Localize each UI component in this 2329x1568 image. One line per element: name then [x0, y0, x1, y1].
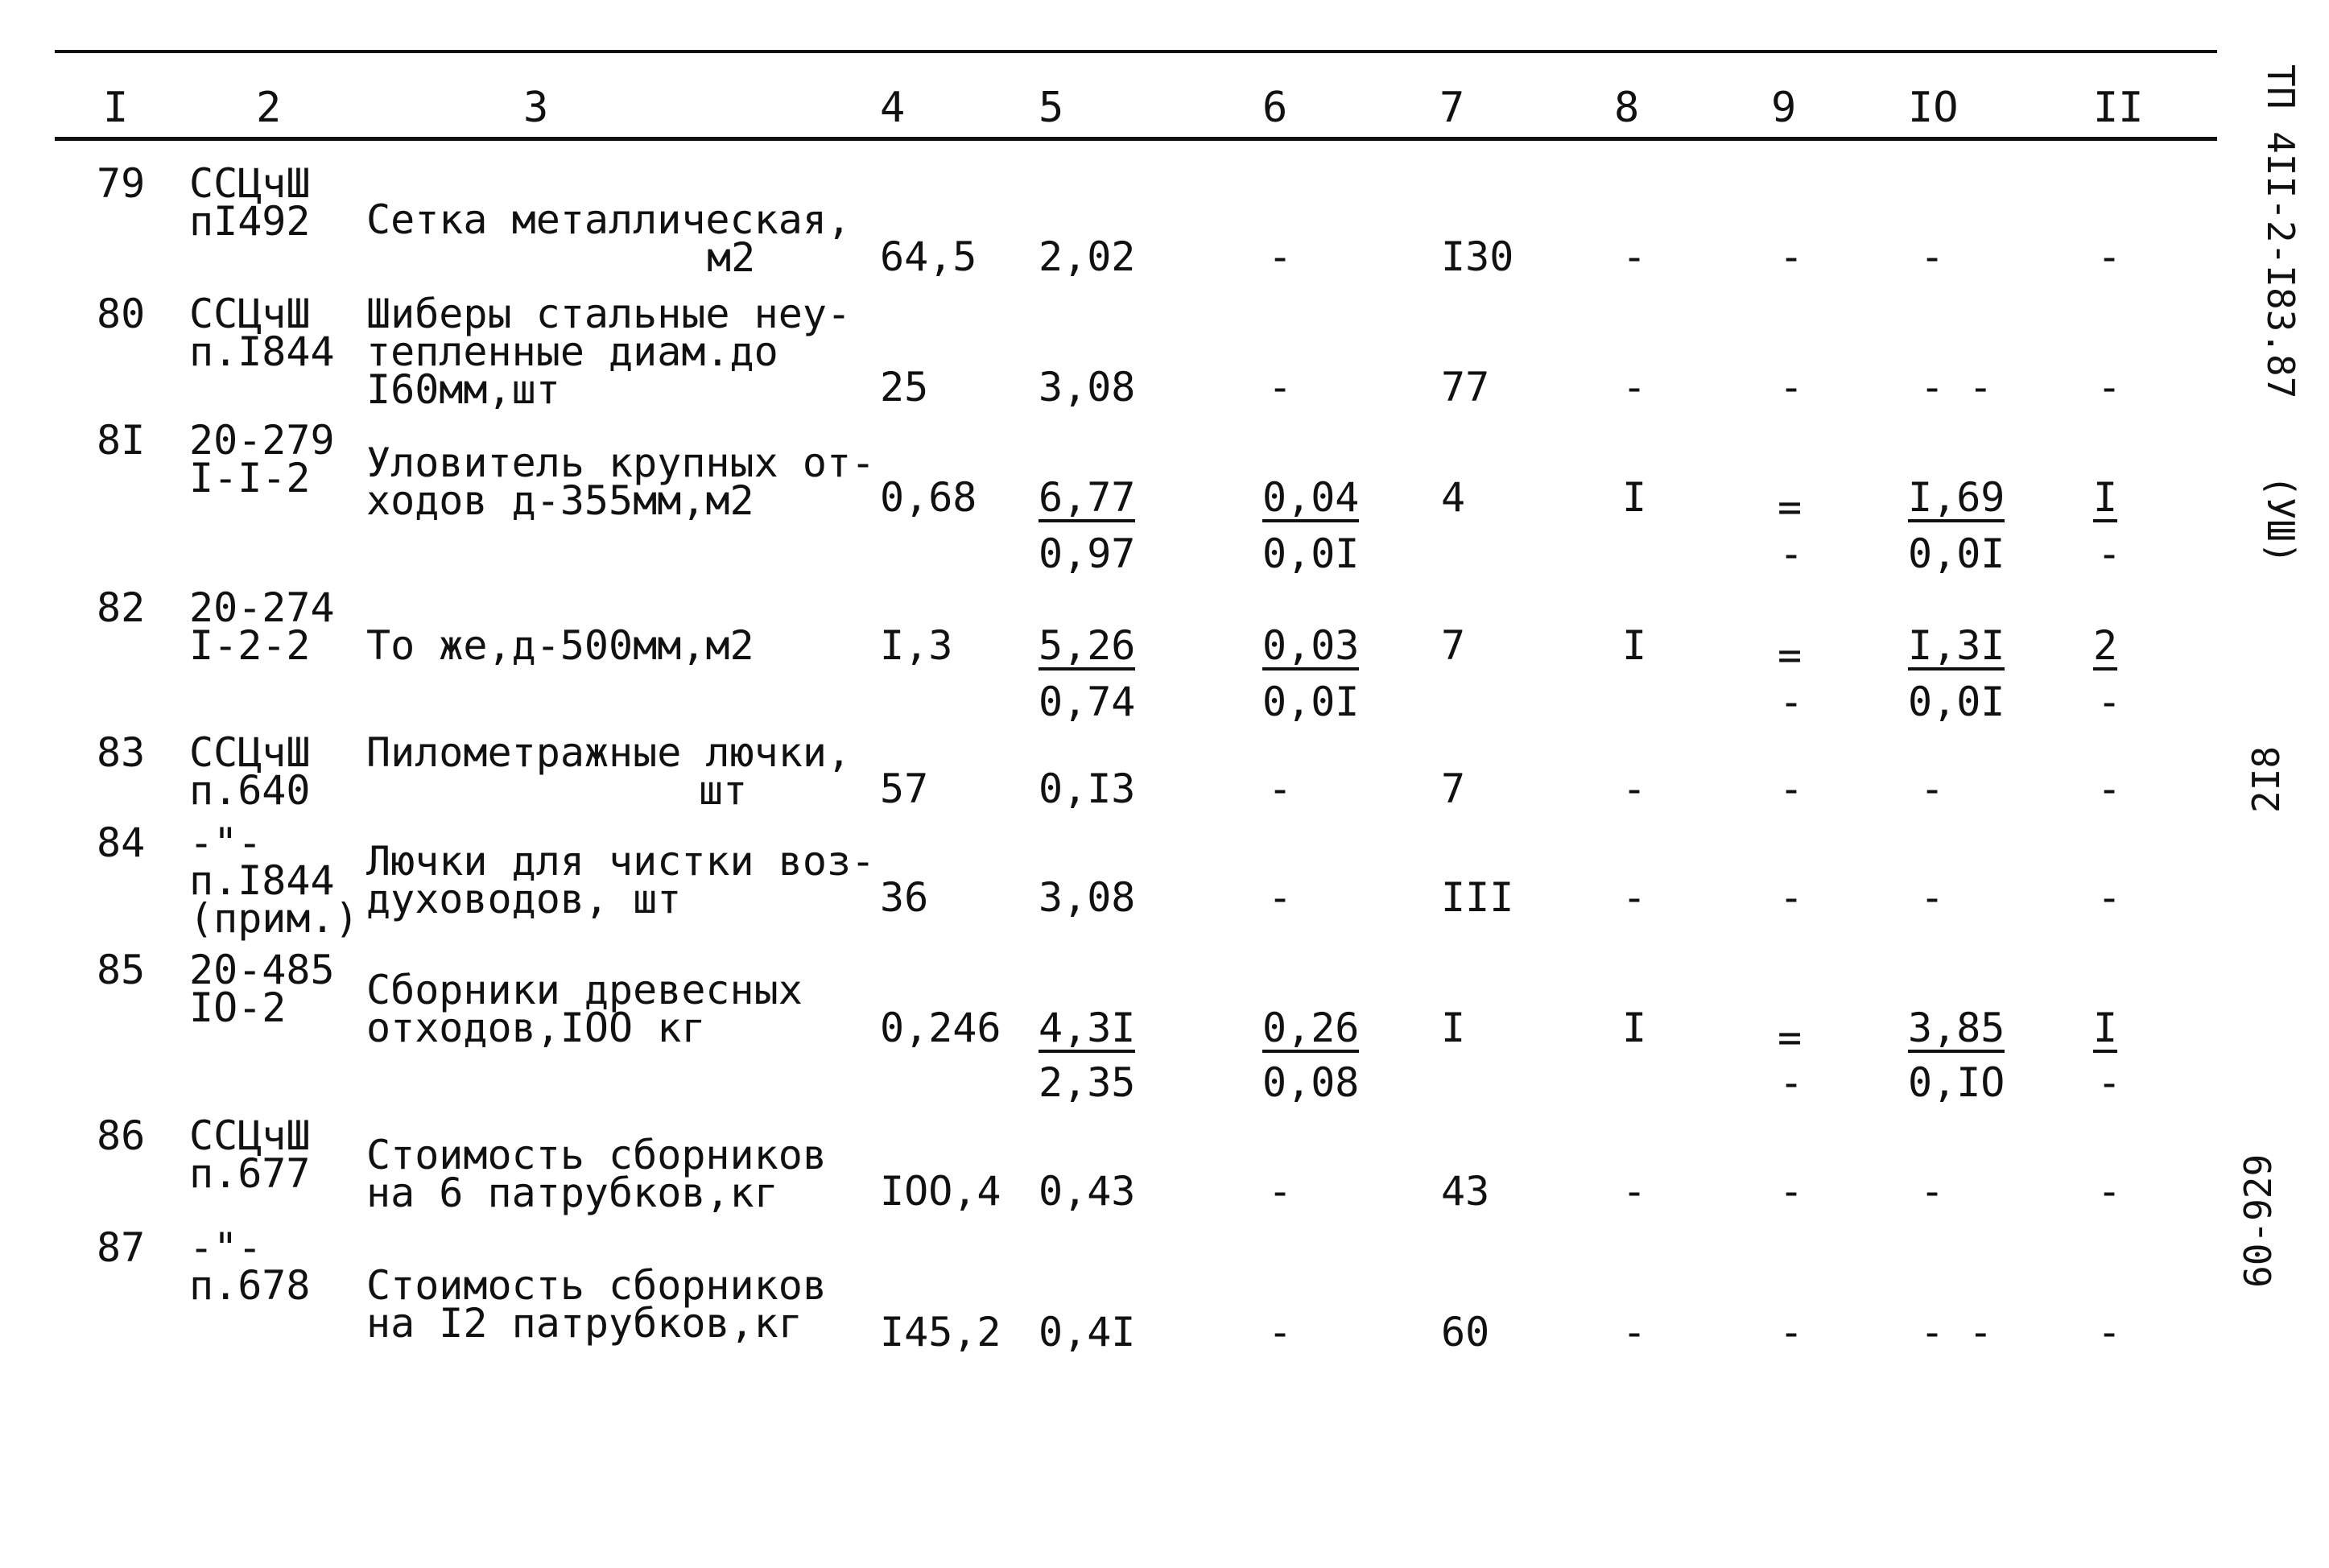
cell-c11: - — [2097, 1168, 2122, 1215]
cell-c4: 64,5 — [880, 233, 977, 280]
row-ref: пI492 — [189, 198, 311, 245]
col-header-2: 2 — [256, 84, 282, 132]
cell-c10: - - — [1920, 364, 1993, 411]
cell-c11: I — [2093, 474, 2118, 521]
cell-c5-sub: 0,97 — [1039, 530, 1136, 577]
cell-c9: = — [1778, 632, 1802, 679]
cell-c6: 0,03 — [1262, 622, 1360, 669]
cell-c4: 57 — [880, 765, 929, 812]
cell-c6: - — [1268, 1309, 1293, 1355]
cell-c4: IOO,4 — [880, 1168, 1001, 1215]
row-ref: I-I-2 — [189, 455, 311, 501]
row-number: 87 — [97, 1224, 146, 1271]
row-name: на 6 патрубков,кг — [366, 1170, 778, 1216]
cell-c8: - — [1622, 765, 1647, 812]
row-name: Сетка металлическая, — [366, 196, 852, 243]
cell-c5: 6,77 — [1039, 474, 1136, 521]
row-name: То же,д-500мм,м2 — [366, 622, 754, 669]
cell-c10: 3,85 — [1908, 1005, 2005, 1051]
row-ref: ССЦчШ — [189, 160, 311, 207]
cell-c6: - — [1268, 233, 1293, 280]
cell-c9-sub: - — [1779, 530, 1804, 577]
row-ref: п.I844 — [189, 857, 335, 904]
cell-c5: 0,43 — [1039, 1168, 1136, 1215]
cell-c8: - — [1622, 1168, 1647, 1215]
cell-c6: - — [1268, 1168, 1293, 1215]
cell-c8: - — [1622, 233, 1647, 280]
row-name: Лючки для чистки воз- — [366, 838, 876, 885]
row-name: Сборники древесных — [366, 967, 803, 1013]
row-number: 79 — [97, 160, 146, 207]
cell-c10-sub: 0,0I — [1908, 530, 2005, 577]
cell-c9: = — [1778, 1014, 1802, 1061]
cell-c6-sub: 0,08 — [1262, 1059, 1360, 1106]
row-name: Стоимость сборников — [366, 1262, 827, 1309]
cell-c6: - — [1268, 765, 1293, 812]
cell-c4: 36 — [880, 874, 929, 921]
cell-c7: 60 — [1441, 1309, 1490, 1355]
cell-c11: - — [2097, 765, 2122, 812]
cell-c9-sub: - — [1779, 679, 1804, 725]
row-ref: I-2-2 — [189, 622, 311, 669]
cell-c7: III — [1441, 874, 1514, 921]
row-ref: 20-274 — [189, 584, 335, 631]
cell-c6: 0,04 — [1262, 474, 1360, 521]
cell-c9: - — [1779, 364, 1804, 411]
cell-c11-sub: - — [2097, 1059, 2122, 1106]
col-header-1: I — [103, 84, 129, 132]
cell-c4: 0,246 — [880, 1005, 1001, 1051]
cell-c11: - — [2097, 233, 2122, 280]
cell-c10: - — [1920, 765, 1945, 812]
cell-c6: 0,26 — [1262, 1005, 1360, 1051]
row-number: 82 — [97, 584, 146, 631]
row-ref: 20-279 — [189, 417, 335, 464]
cell-c11: - — [2097, 364, 2122, 411]
cell-c5: 0,4I — [1039, 1309, 1136, 1355]
cell-c8: I — [1622, 1005, 1647, 1051]
row-ref: п.678 — [189, 1262, 311, 1309]
row-number: 80 — [97, 291, 146, 337]
cell-c5: 3,08 — [1039, 364, 1136, 411]
col-header-8: 8 — [1614, 84, 1640, 132]
row-name-unit: м2 — [707, 234, 756, 281]
cell-c8: I — [1622, 474, 1647, 521]
cell-c7: I — [1441, 1005, 1466, 1051]
col-header-5: 5 — [1039, 84, 1064, 132]
row-number: 8I — [97, 417, 146, 464]
cell-c10: - - — [1920, 1309, 1993, 1355]
col-header-4: 4 — [880, 84, 906, 132]
cell-c4: 25 — [880, 364, 929, 411]
row-ref: п.640 — [189, 767, 311, 814]
cell-c5: 5,26 — [1039, 622, 1136, 669]
cell-c10: - — [1920, 874, 1945, 921]
cell-c5: 2,02 — [1039, 233, 1136, 280]
side-page-number: 2I8 — [2244, 745, 2288, 813]
cell-c8: - — [1622, 1309, 1647, 1355]
row-name: Пилометражные лючки, — [366, 729, 852, 776]
row-number: 83 — [97, 729, 146, 776]
cell-c10: I,3I — [1908, 622, 2005, 669]
cell-c8: - — [1622, 364, 1647, 411]
cell-c4: I45,2 — [880, 1309, 1001, 1355]
col-header-7: 7 — [1439, 84, 1465, 132]
cell-c7: 43 — [1441, 1168, 1490, 1215]
row-ref: 20-485 — [189, 947, 335, 993]
side-doc-code: ТП 4II-2-I83.87 — [2259, 64, 2302, 399]
row-ref: IO-2 — [189, 984, 287, 1031]
row-ref: п.I844 — [189, 328, 335, 375]
cell-c4: I,3 — [880, 622, 953, 669]
cell-c11: I — [2093, 1005, 2118, 1051]
col-header-9: 9 — [1771, 84, 1797, 132]
cell-c6-sub: 0,0I — [1262, 679, 1360, 725]
row-number: 85 — [97, 947, 146, 993]
cell-c11-sub: - — [2097, 530, 2122, 577]
cell-c5: 3,08 — [1039, 874, 1136, 921]
header-rule — [55, 137, 2217, 141]
row-name: Уловитель крупных от- — [366, 439, 876, 486]
side-section: (УШ) — [2259, 475, 2302, 564]
row-ref: п.677 — [189, 1150, 311, 1197]
cell-c11: - — [2097, 1309, 2122, 1355]
cell-c5: 0,I3 — [1039, 765, 1136, 812]
cell-c9: - — [1779, 233, 1804, 280]
col-header-10: IO — [1908, 84, 1959, 132]
cell-c6: - — [1268, 874, 1293, 921]
row-name: тепленные диам.до — [366, 328, 778, 375]
cell-c10: - — [1920, 233, 1945, 280]
cell-c5-sub: 2,35 — [1039, 1059, 1136, 1106]
cell-c6: - — [1268, 364, 1293, 411]
cell-c6-sub: 0,0I — [1262, 530, 1360, 577]
row-name: на I2 патрубков,кг — [366, 1300, 803, 1347]
row-ref: ССЦчШ — [189, 291, 311, 337]
cell-c5: 4,3I — [1039, 1005, 1136, 1051]
cell-c11: 2 — [2093, 622, 2118, 669]
cell-c10: - — [1920, 1168, 1945, 1215]
row-name: Шиберы стальные неу- — [366, 291, 852, 337]
cell-c4: 0,68 — [880, 474, 977, 521]
cell-c9: - — [1779, 874, 1804, 921]
cell-c9: - — [1779, 1309, 1804, 1355]
cell-c10: I,69 — [1908, 474, 2005, 521]
cell-c11-sub: - — [2097, 679, 2122, 725]
row-ref: -"- — [189, 1224, 262, 1271]
cell-c9: - — [1779, 765, 1804, 812]
side-sheet-number: 60-929 — [2236, 1153, 2280, 1288]
cell-c7: 77 — [1441, 364, 1490, 411]
cell-c9-sub: - — [1779, 1059, 1804, 1106]
cell-c7: I30 — [1441, 233, 1514, 280]
cell-c7: 7 — [1441, 622, 1466, 669]
cell-c9: - — [1779, 1168, 1804, 1215]
cell-c7: 4 — [1441, 474, 1466, 521]
row-name: духоводов, шт — [366, 876, 682, 922]
cell-c8: I — [1622, 622, 1647, 669]
row-number: 86 — [97, 1112, 146, 1159]
row-name: отходов,IOO кг — [366, 1005, 706, 1051]
row-ref: -"- — [189, 819, 262, 866]
row-name-unit: шт — [699, 767, 748, 814]
cell-c7: 7 — [1441, 765, 1466, 812]
cell-c8: - — [1622, 874, 1647, 921]
row-ref: ССЦчШ — [189, 1112, 311, 1159]
col-header-3: 3 — [523, 84, 549, 132]
col-header-6: 6 — [1262, 84, 1288, 132]
row-name: I60мм,шт — [366, 366, 560, 413]
cell-c10-sub: 0,IO — [1908, 1059, 2005, 1106]
col-header-11: II — [2093, 84, 2144, 132]
row-ref: ССЦчШ — [189, 729, 311, 776]
row-ref: (прим.) — [189, 895, 359, 942]
cell-c10-sub: 0,0I — [1908, 679, 2005, 725]
row-name: ходов д-355мм,м2 — [366, 477, 754, 524]
top-rule — [55, 50, 2217, 53]
cell-c11: - — [2097, 874, 2122, 921]
row-number: 84 — [97, 819, 146, 866]
cell-c5-sub: 0,74 — [1039, 679, 1136, 725]
cell-c9: = — [1778, 484, 1802, 530]
row-name: Стоимость сборников — [366, 1132, 827, 1178]
